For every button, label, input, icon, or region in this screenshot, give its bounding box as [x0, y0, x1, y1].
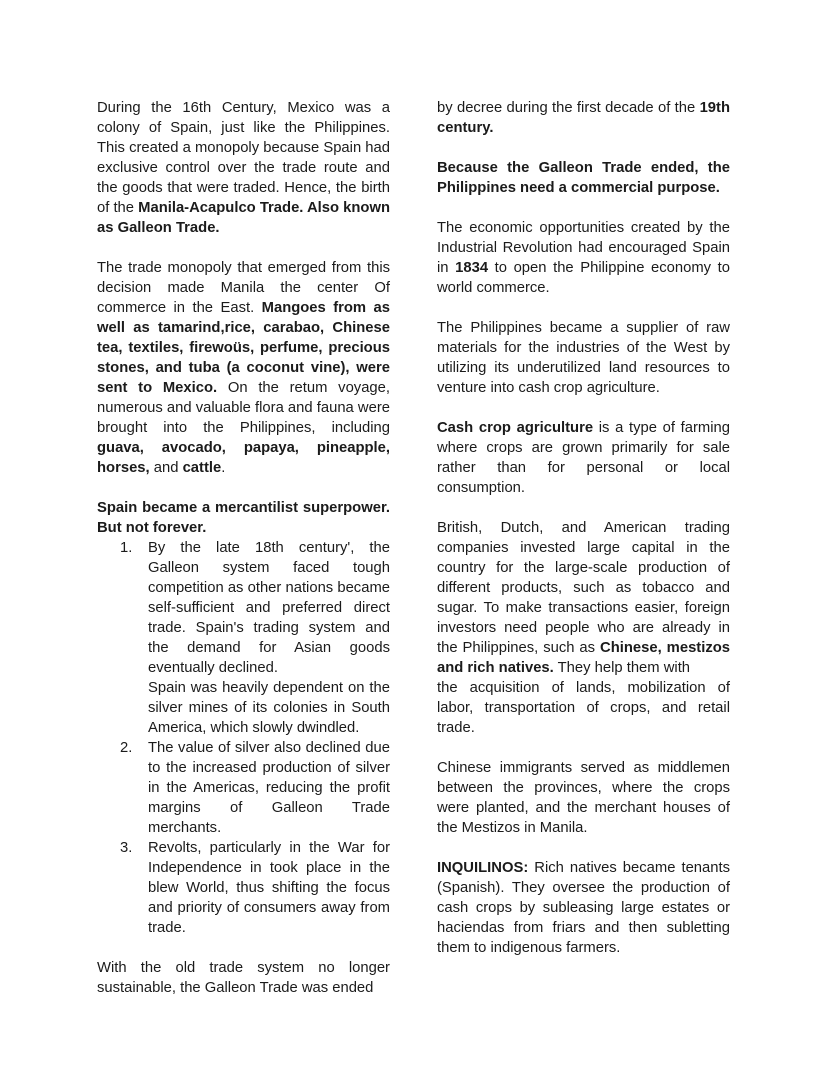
list-item-number: 3. — [120, 840, 133, 856]
text-run: British, Dutch, and American trading companies invested large capital in the country for the large-scale production of different products, such as tobacco and sugar. To make transactions easier, foreign investors need people who are already in the Philippines, such as — [437, 520, 730, 656]
bold-text-run: Manila-Acapulco Trade. Also known as Galleon Trade. — [97, 200, 391, 236]
text-run: . — [221, 460, 226, 476]
text-run: During the 16th Century, Mexico was a colony of Spain, just like the Philippines. This created a monopoly because Spain had exclusive control over the trade route and the goods that were traded. Hence, the birth of the — [97, 100, 390, 216]
paragraph — [437, 218, 730, 298]
list-item-number: 1. — [120, 540, 133, 556]
text-run: On the retum voyage, numerous and valuable flora and fauna were brought into the Philippines, including — [97, 380, 390, 436]
list-item-text — [148, 538, 390, 738]
paragraph — [97, 498, 390, 538]
paragraph — [437, 518, 730, 738]
left-column — [97, 98, 390, 1018]
paragraph — [437, 858, 730, 958]
text-run: Rich natives became tenants (Spanish). They oversee the production of cash crops by subleasing large estates or haciendas from friars and then subletting them to indigenous farmers. — [437, 860, 730, 956]
list-item — [97, 538, 390, 738]
text-run: by decree during the first decade of the — [437, 100, 700, 116]
text-run: and — [149, 460, 183, 476]
paragraph — [437, 158, 730, 198]
text-run: The trade monopoly that emerged from this decision made Manila the center Of commerce in the East. — [97, 260, 390, 316]
text-run: They help them with — [553, 660, 691, 676]
list-item — [97, 738, 390, 838]
bold-text-run: INQUILINOS: — [437, 860, 529, 876]
list-item-number: 2. — [120, 740, 133, 756]
text-run: to open the Philippine economy to world commerce. — [437, 260, 730, 296]
text-run: Chinese immigrants served as middlemen between the provinces, where the crops were planted, and the merchant houses of the Mestizos in Manila. — [437, 760, 730, 836]
text-run: is a type of farming where crops are grown primarily for sale rather than for personal or local consumption. — [437, 420, 730, 496]
text-run: the acquisition of lands, mobilization of labor, transportation of crops, and retail trade. — [437, 680, 730, 736]
list-item-text — [148, 838, 390, 938]
paragraph — [97, 958, 390, 998]
text-run: The value of silver also declined due to the increased production of silver in the Americas, reducing the profit margins of Galleon Trade merchants. — [148, 740, 390, 836]
numbered-list — [97, 538, 390, 938]
list-item-text — [148, 738, 390, 838]
list-item — [97, 838, 390, 938]
bold-text-run: cattle — [182, 460, 222, 476]
right-column — [437, 98, 730, 1018]
bold-text-run: Mangoes from as well as tamarind,rice, carabao, Chinese tea, textiles, firewoüs, perfume, precious stones, and tuba (a coconut vine), were sent to Mexico. — [97, 300, 390, 396]
text-run: With the old trade system no longer sustainable, the Galleon Trade was ended — [97, 960, 390, 996]
bold-text-run: 1834 — [455, 260, 489, 276]
text-run: The Philippines became a supplier of raw materials for the industries of the West by utilizing its underutilized land resources to venture into cash crop agriculture. — [437, 320, 730, 396]
bold-text-run: guava, avocado, papaya, pineapple, horses, — [97, 440, 390, 476]
text-run: Revolts, particularly in the War for Independence in took place in the blew World, thus shifting the focus and priority of consumers away from trade. — [148, 840, 390, 936]
text-run: By the late 18th century', the Galleon system faced tough competition as other nations became self-sufficient and preferred direct trade. Spain's trading system and the demand for Asian goods eventually declined. — [148, 540, 390, 676]
paragraph — [97, 258, 390, 478]
paragraph — [97, 98, 390, 238]
bold-text-run: Chinese, mestizos and rich natives. — [437, 640, 730, 676]
bold-text-run: 19th century. — [437, 100, 730, 136]
bold-text-run: Spain became a mercantilist superpower. But not forever. — [97, 500, 390, 536]
bold-text-run: Because the Galleon Trade ended, the Philippines need a commercial purpose. — [437, 160, 730, 196]
paragraph — [437, 758, 730, 838]
paragraph — [437, 318, 730, 398]
bold-text-run: Cash crop agriculture — [437, 420, 594, 436]
paragraph — [437, 98, 730, 138]
text-run: The economic opportunities created by the Industrial Revolution had encouraged Spain in — [437, 220, 730, 276]
text-run: Spain was heavily dependent on the silver mines of its colonies in South America, which slowly dwindled. — [148, 680, 390, 736]
two-column-layout — [97, 98, 731, 1018]
paragraph — [437, 418, 730, 498]
